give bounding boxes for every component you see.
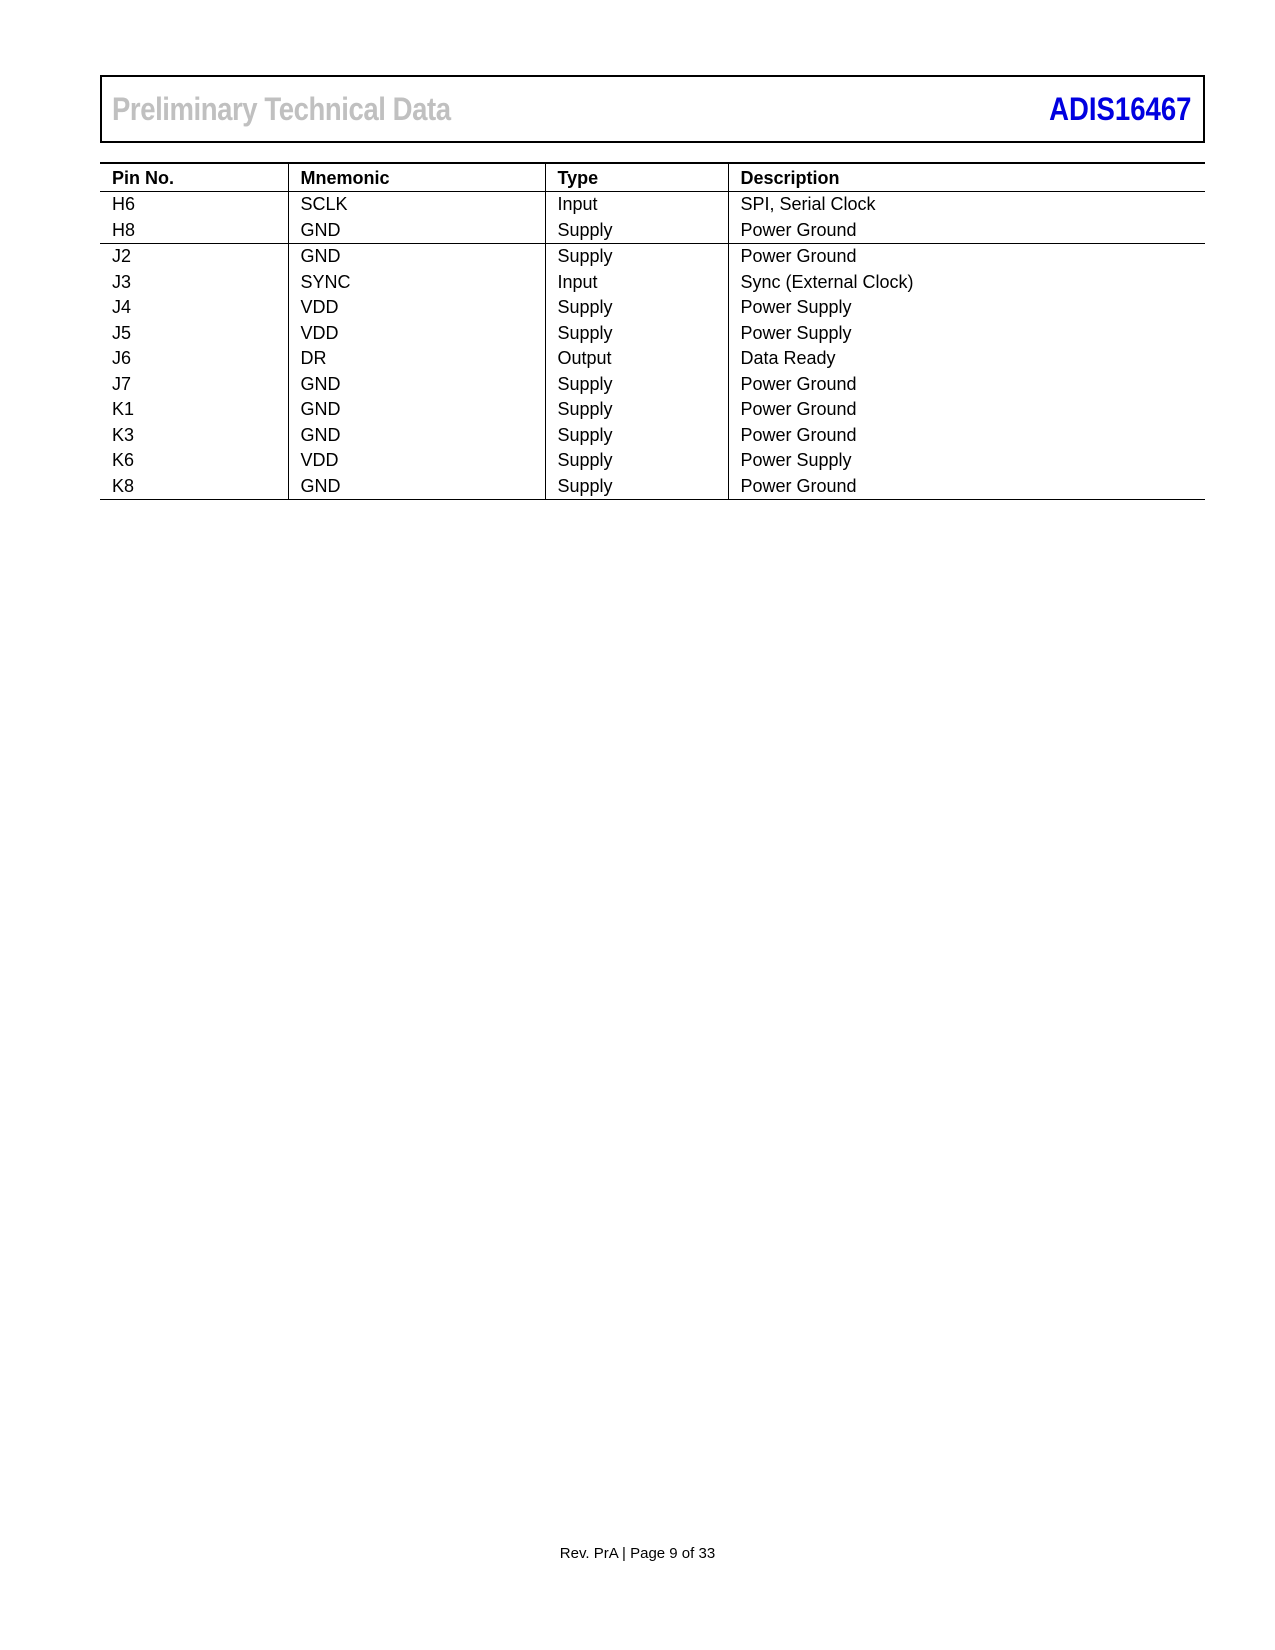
column-header-pin: Pin No.	[100, 163, 288, 192]
column-header-type: Type	[545, 163, 728, 192]
description-cell: Data Ready	[728, 346, 1205, 372]
mnemonic-cell: GND	[288, 397, 545, 423]
pin-cell: J5	[112, 322, 132, 343]
type-cell: Supply	[545, 423, 728, 449]
table-row	[100, 474, 1205, 500]
description-cell: Power Ground	[728, 218, 1205, 244]
pin-cell: K8	[100, 474, 288, 500]
description-cell: Power Ground	[728, 423, 1205, 449]
pin-cell: K6	[112, 450, 135, 470]
pin-cell: H8	[100, 218, 288, 244]
table-row	[100, 372, 1205, 398]
type-cell: Output	[545, 346, 728, 372]
pin-cell: K1	[112, 399, 135, 419]
type-cell: Input	[545, 270, 728, 296]
mnemonic-cell: GND	[288, 218, 545, 244]
table-row	[100, 192, 1205, 218]
pin-cell: J3	[112, 271, 132, 292]
table-row	[100, 218, 1205, 244]
type-cell: Supply	[545, 448, 728, 474]
mnemonic-cell: VDD	[288, 448, 545, 474]
mnemonic-cell: DR	[288, 346, 545, 372]
description-cell: Power Ground	[728, 474, 1205, 500]
description-cell: SPI, Serial Clock	[728, 192, 1205, 218]
mnemonic-cell: GND	[288, 423, 545, 449]
description-cell: Power Ground	[728, 397, 1205, 423]
type-cell: Supply	[545, 218, 728, 244]
type-cell: Supply	[545, 295, 728, 321]
type-cell: Supply	[545, 397, 728, 423]
pin-cell: J4	[112, 297, 132, 317]
type-cell: Supply	[545, 321, 728, 347]
description-cell: Power Supply	[728, 295, 1205, 321]
type-cell: Supply	[545, 372, 728, 398]
table-row	[100, 397, 1205, 423]
column-header-mnemonic: Mnemonic	[288, 163, 545, 192]
table-header-row	[100, 163, 1205, 192]
table-row	[100, 270, 1205, 296]
pin-cell: J2	[112, 246, 132, 266]
mnemonic-cell: GND	[288, 474, 545, 500]
table-row	[100, 346, 1205, 372]
description-cell: Power Ground	[728, 244, 1205, 270]
mnemonic-cell: SYNC	[288, 270, 545, 296]
type-cell: Input	[545, 192, 728, 218]
description-cell: Sync (External Clock)	[728, 270, 1205, 296]
pin-function-table	[100, 162, 1205, 500]
table-row	[100, 423, 1205, 449]
pin-cell: J6	[112, 348, 132, 368]
pin-cell: J7	[112, 373, 132, 394]
mnemonic-cell: VDD	[288, 295, 545, 321]
mnemonic-cell: VDD	[288, 321, 545, 347]
mnemonic-cell: GND	[288, 372, 545, 398]
table-row	[100, 448, 1205, 474]
page-header	[100, 75, 1205, 143]
document-status-title: Preliminary Technical Data	[112, 91, 451, 127]
table-row	[100, 295, 1205, 321]
description-cell: Power Ground	[728, 372, 1205, 398]
description-cell: Power Supply	[728, 321, 1205, 347]
part-number-title: ADIS16467	[1048, 91, 1191, 127]
page-footer: Rev. PrA | Page 9 of 33	[559, 1545, 716, 1562]
mnemonic-cell: SCLK	[288, 192, 545, 218]
column-header-description: Description	[728, 163, 1205, 192]
type-cell: Supply	[545, 244, 728, 270]
pin-cell: H6	[112, 194, 136, 214]
table-row	[100, 244, 1205, 270]
type-cell: Supply	[545, 474, 728, 500]
pin-cell: K3	[112, 424, 135, 445]
mnemonic-cell: GND	[288, 244, 545, 270]
table-row	[100, 321, 1205, 347]
description-cell: Power Supply	[728, 448, 1205, 474]
